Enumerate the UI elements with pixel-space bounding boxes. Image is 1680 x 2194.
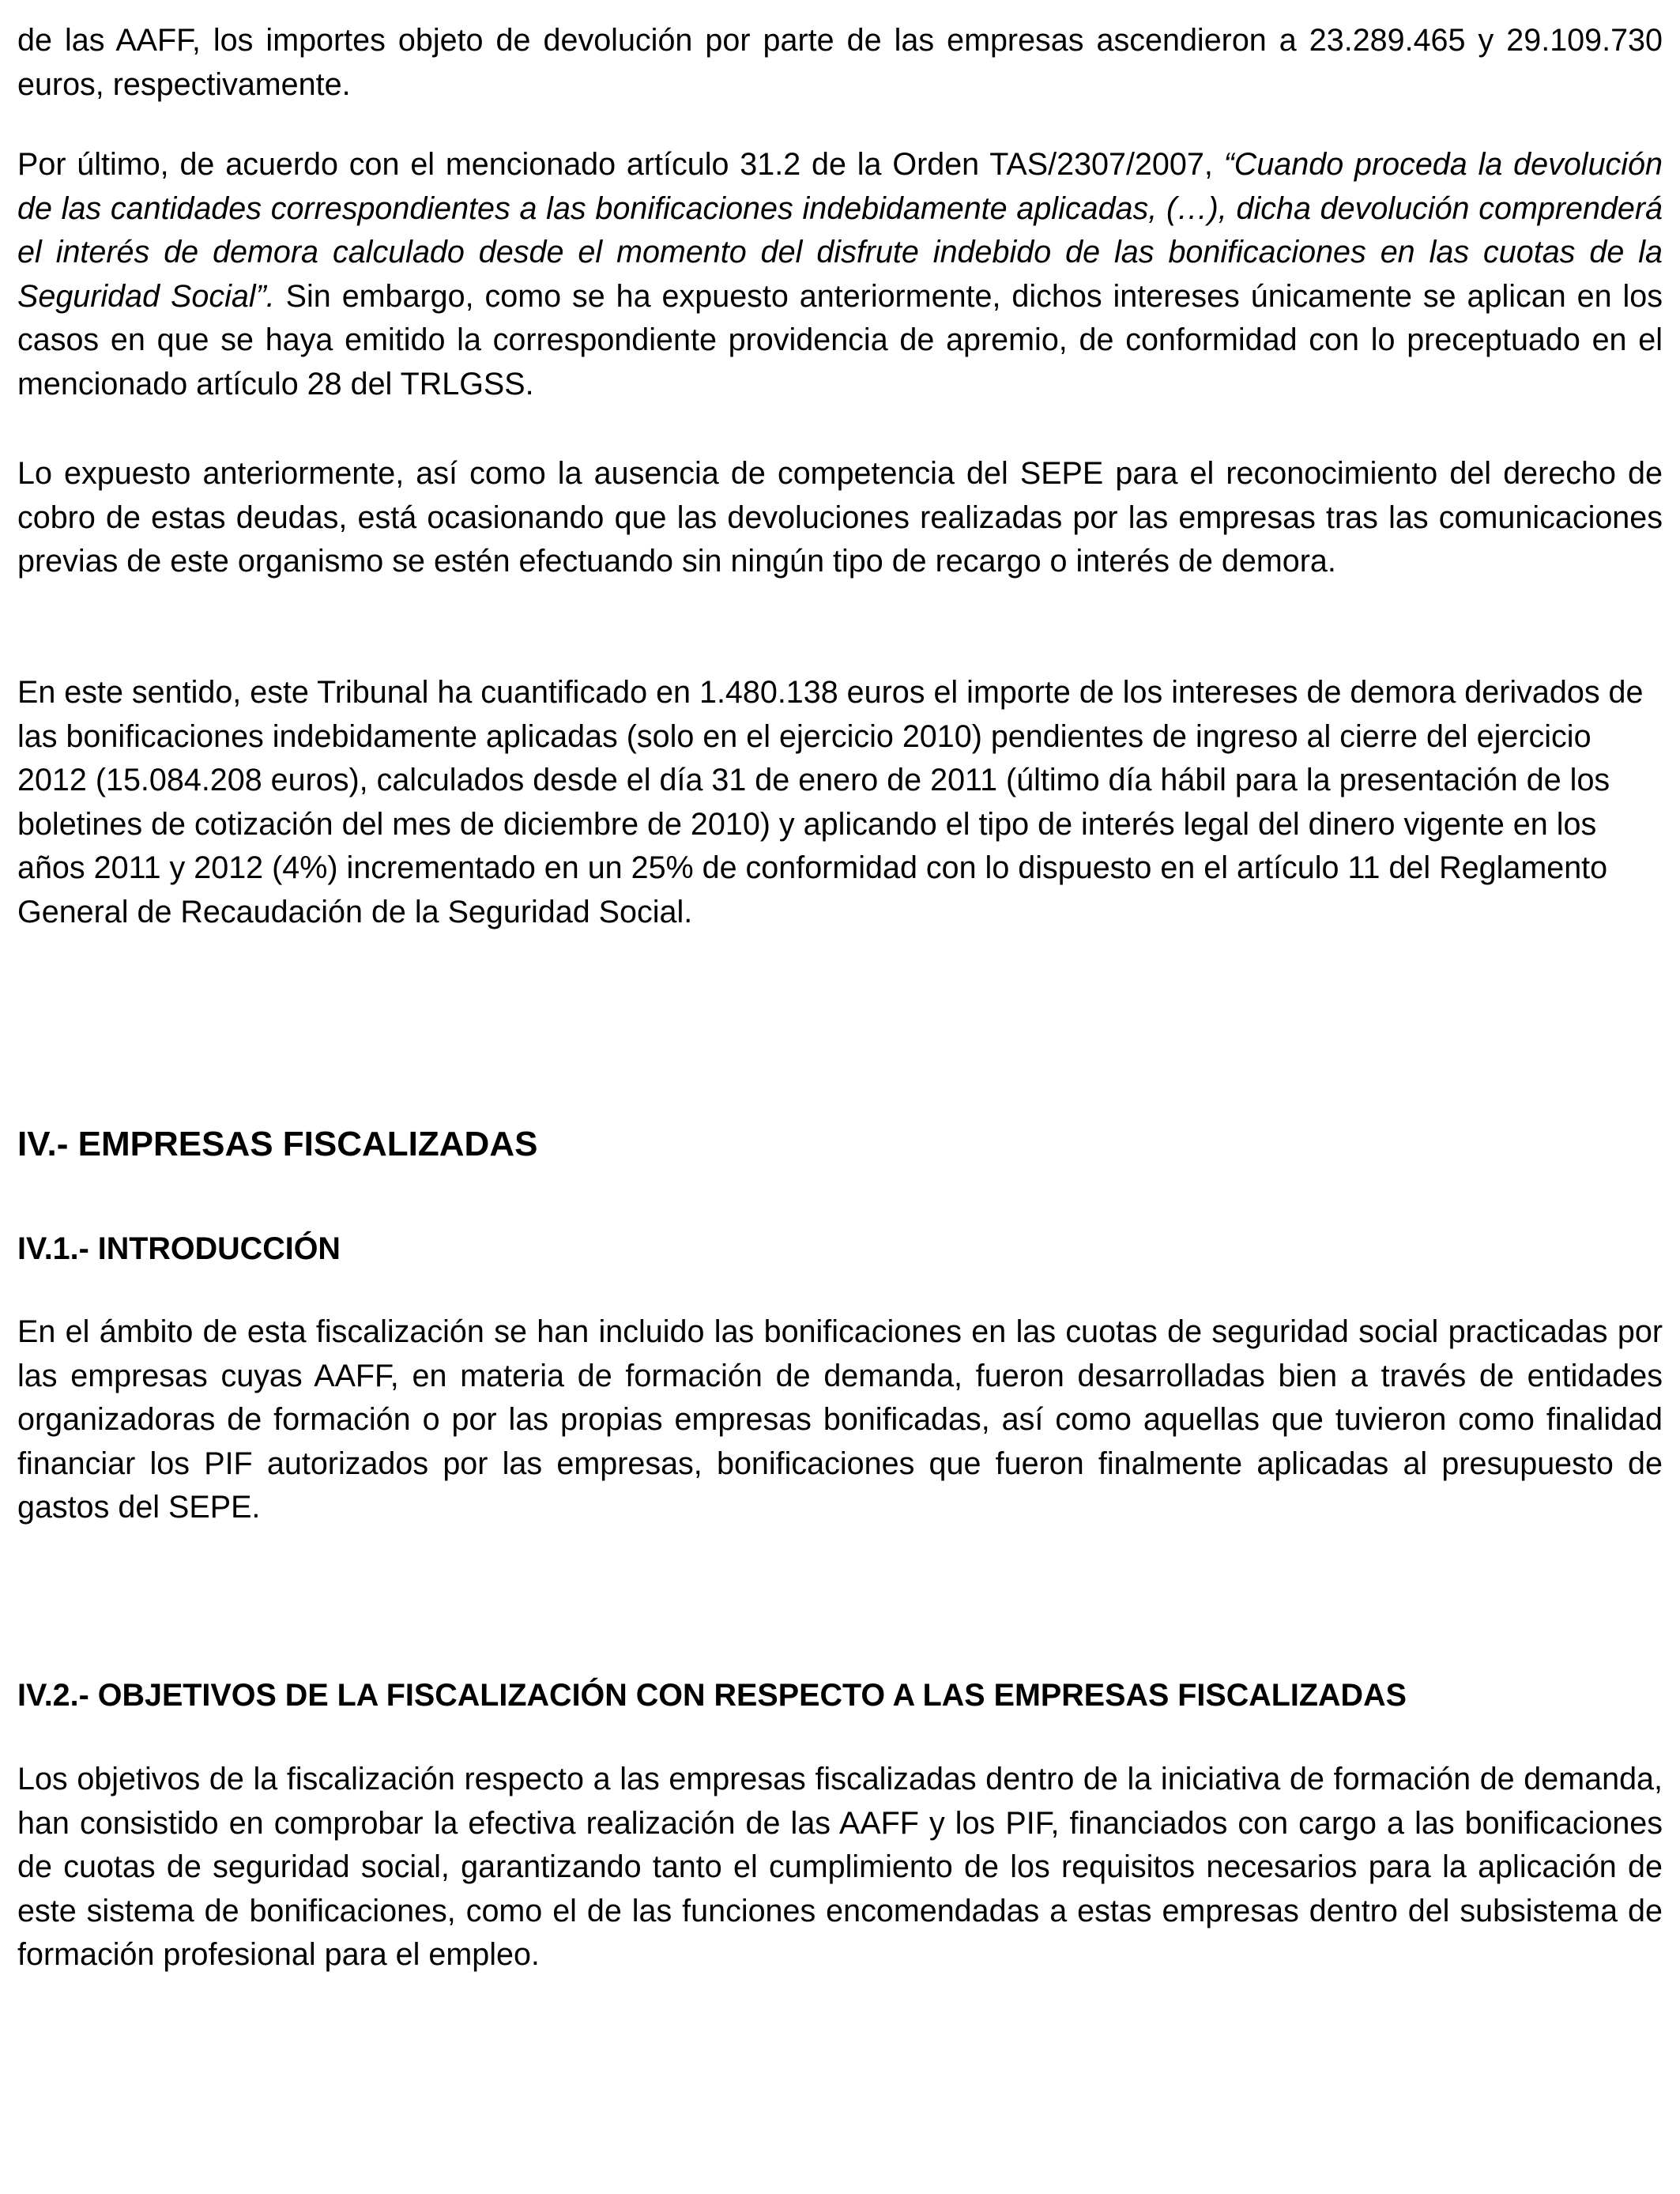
paragraph-devolution-amounts: de las AAFF, los importes objeto de devolución por parte de las empresas ascendieron a 23.289.465 y 29.109.730 euros, respectivamente. [17,23,1663,102]
subsection-heading-introduccion: IV.1.- INTRODUCCIÓN [17,1231,341,1266]
article-quotation: “Cuando proceda la devolución de las cantidades correspondientes a las bonificaciones indebidamente aplicadas, (…), dicha devolución comprenderá el interés de demora calculado desde el momento del disfrute indebido de las bonificaciones en las cuotas de la Seguridad Social”. [17,147,1663,314]
paragraph-interest-quantification: En este sentido, este Tribunal ha cuantificado en 1.480.138 euros el importe de los intereses de demora derivados de las bonificaciones indebidamente aplicadas (solo en el ejercicio 2010) pendientes de ingreso al cierre del ejercicio 2012 (15.084.208 euros), calculados desde el día 31 de enero de 2011 (último día hábil para la presentación de los boletines de cotización del mes de diciembre de 2010) y aplicando el tipo de interés legal del dinero vigente en los años 2011 y 2012 (4%) incrementado en un 25% de conformidad con lo dispuesto en el artículo 11 del Reglamento General de Recaudación de la Seguridad Social. [17,675,1644,929]
section-heading-empresas-fiscalizadas: IV.- EMPRESAS FISCALIZADAS [17,1125,538,1163]
paragraph-objectives: Los objetivos de la fiscalización respecto a las empresas fiscalizadas dentro de la iniciativa de formación de demanda, han consistido en comprobar la efectiva realización de las AAFF y los PIF, financiados con cargo a las bonificaciones de cuotas de seguridad social, garantizando tanto el cumplimiento de los requisitos necesarios para la aplicación de este sistema de bonificaciones, como el de las funciones encomendadas a estas empresas dentro del subsistema de formación profesional para el empleo. [17,1762,1663,1972]
paragraph-interest-article-31 [17,143,1663,406]
paragraph-intro-text: Por último, de acuerdo con el mencionado artículo 31.2 de la Orden TAS/2307/2007, [17,147,1224,182]
subsection-heading-objetivos: IV.2.- OBJETIVOS DE LA FISCALIZACIÓN CON RESPECTO A LAS EMPRESAS FISCALIZADAS [17,1678,1407,1713]
paragraph-sepe-competence: Lo expuesto anteriormente, así como la ausencia de competencia del SEPE para el reconocimiento del derecho de cobro de estas deudas, está ocasionando que las devoluciones realizadas por las empresas tras las comunicaciones previas de este organismo se estén efectuando sin ningún tipo de recargo o interés de demora. [17,456,1663,579]
paragraph-continuation-text: Sin embargo, como se ha expuesto anteriormente, dichos intereses únicamente se aplican en los casos en que se haya emitido la correspondiente providencia de apremio, de conformidad con lo preceptuado en el mencionado artículo 28 del TRLGSS. [17,278,1663,401]
paragraph-scope: En el ámbito de esta fiscalización se han incluido las bonificaciones en las cuotas de seguridad social practicadas por las empresas cuyas AAFF, en materia de formación de demanda, fueron desarrolladas bien a través de entidades organizadoras de formación o por las propias empresas bonificadas, así como aquellas que tuvieron como finalidad financiar los PIF autorizados por las empresas, bonificaciones que fueron finalmente aplicadas al presupuesto de gastos del SEPE. [17,1314,1663,1525]
